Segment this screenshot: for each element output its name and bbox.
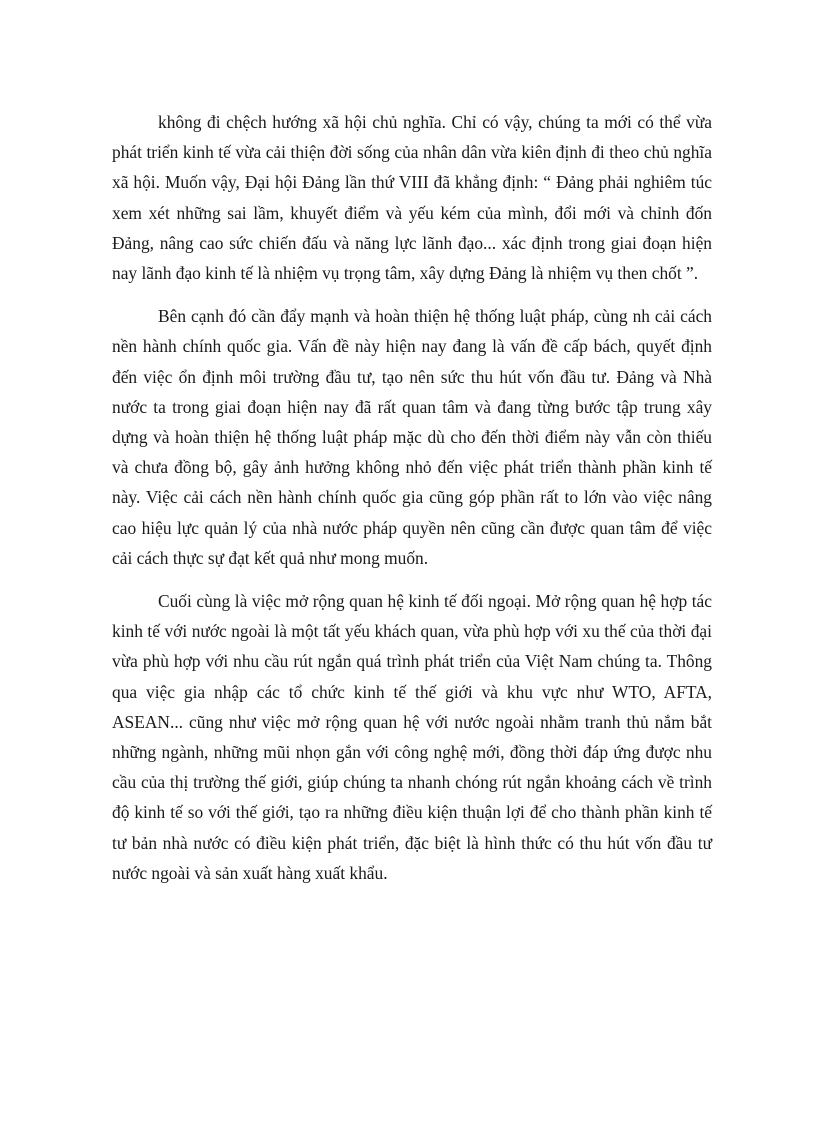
paragraph-2: Bên cạnh đó cần đẩy mạnh và hoàn thiện hệ thống luật pháp, cùng nh cải cách nền hành chính quốc gia. Vấn đề này hiện nay đang là vấn đề cấp bách, quyết định đến việc ổn định môi trường đầu tư, tạo nên sức thu hút vốn đầu tư. Đảng và Nhà nước ta trong giai đoạn hiện nay đã rất quan tâm và đang từng bước tập trung xây dựng và hoàn thiện hệ thống luật pháp mặc dù cho đến thời điểm này vẫn còn thiếu và chưa đồng bộ, gây ảnh hưởng không nhỏ đến việc phát triển thành phần kinh tế này. Việc cải cách nền hành chính quốc gia cũng góp phần rất to lớn vào việc nâng cao hiệu lực quản lý của nhà nước pháp quyền nên cũng cần được quan tâm để việc cải cách thực sự đạt kết quả như mong muốn.	[112, 306, 712, 568]
paragraph-3: Cuối cùng là việc mở rộng quan hệ kinh tế đối ngoại. Mở rộng quan hệ hợp tác kinh tế với nước ngoài là một tất yếu khách quan, vừa phù hợp với xu thế của thời đại vừa phù hợp với nhu cầu rút ngắn quá trình phát triển của Việt Nam chúng ta. Thông qua việc gia nhập các tổ chức kinh tế thế giới và khu vực như WTO, AFTA, ASEAN... cũng như việc mở rộng quan hệ với nước ngoài nhằm tranh thủ nắm bắt những ngành, những mũi nhọn gắn với công nghệ mới, đồng thời đáp ứng được nhu cầu của thị trường thế giới, giúp chúng ta nhanh chóng rút ngắn khoảng cách về trình độ kinh tế so với thế giới, tạo ra những điều kiện thuận lợi để cho thành phần kinh tế tư bản nhà nước có điều kiện phát triển, đặc biệt là hình thức có thu hút vốn đầu tư nước ngoài và sản xuất hàng xuất khẩu.	[112, 591, 712, 883]
document-body	[112, 107, 712, 888]
paragraph-1: không đi chệch hướng xã hội chủ nghĩa. Chỉ có vậy, chúng ta mới có thể vừa phát triển kinh tế vừa cải thiện đời sống của nhân dân vừa kiên định đi theo chủ nghĩa xã hội. Muốn vậy, Đại hội Đảng lần thứ VIII đã khẳng định: “ Đảng phải nghiêm túc xem xét những sai lầm, khuyết điểm và yếu kém của mình, đổi mới và chỉnh đốn Đảng, nâng cao sức chiến đấu và năng lực lãnh đạo... xác định trong giai đoạn hiện nay lãnh đạo kinh tế là nhiệm vụ trọng tâm, xây dựng Đảng là nhiệm vụ then chốt ”.	[112, 112, 712, 284]
